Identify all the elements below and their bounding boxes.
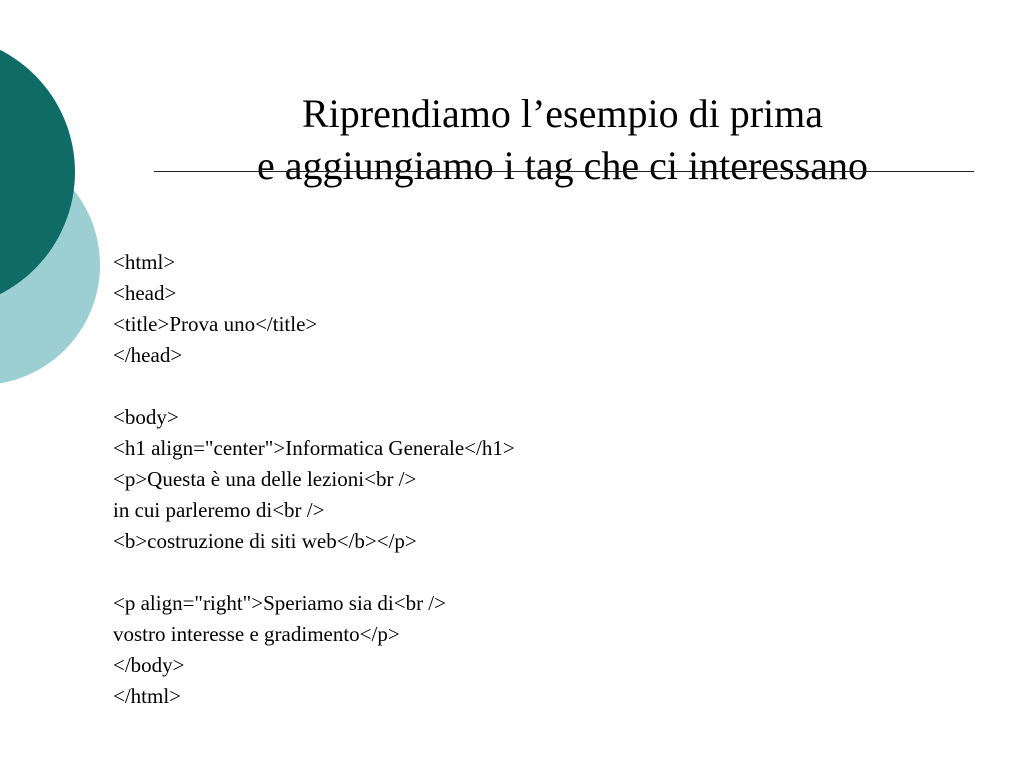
slide-title-line-1: Riprendiamo l’esempio di prima: [302, 91, 823, 136]
code-line-8: <p>Questa è una delle lezioni<br />: [113, 467, 417, 491]
code-line-10: <b>costruzione di siti web</b></p>: [113, 529, 417, 553]
code-line-5: [113, 371, 973, 402]
code-line-4: </head>: [113, 343, 183, 367]
code-line-11: [113, 557, 973, 588]
slide-title-line-2: e aggiungiamo i tag che ci interessano: [257, 143, 868, 188]
html-code-listing: [113, 247, 973, 712]
title-underline: [154, 171, 974, 172]
code-line-3: <title>Prova uno</title>: [113, 312, 318, 336]
code-line-1: <html>: [113, 250, 176, 274]
code-line-9: in cui parleremo di<br />: [113, 498, 325, 522]
code-line-12: <p align="right">Speriamo sia di<br />: [113, 591, 446, 615]
slide-title: [150, 88, 975, 192]
code-line-15: </html>: [113, 684, 182, 708]
code-line-2: <head>: [113, 281, 177, 305]
code-line-6: <body>: [113, 405, 179, 429]
code-line-7: <h1 align="center">Informatica Generale</h1>: [113, 436, 515, 460]
code-line-13: vostro interesse e gradimento</p>: [113, 622, 400, 646]
decorative-circles: [0, 0, 120, 420]
code-line-14: </body>: [113, 653, 185, 677]
